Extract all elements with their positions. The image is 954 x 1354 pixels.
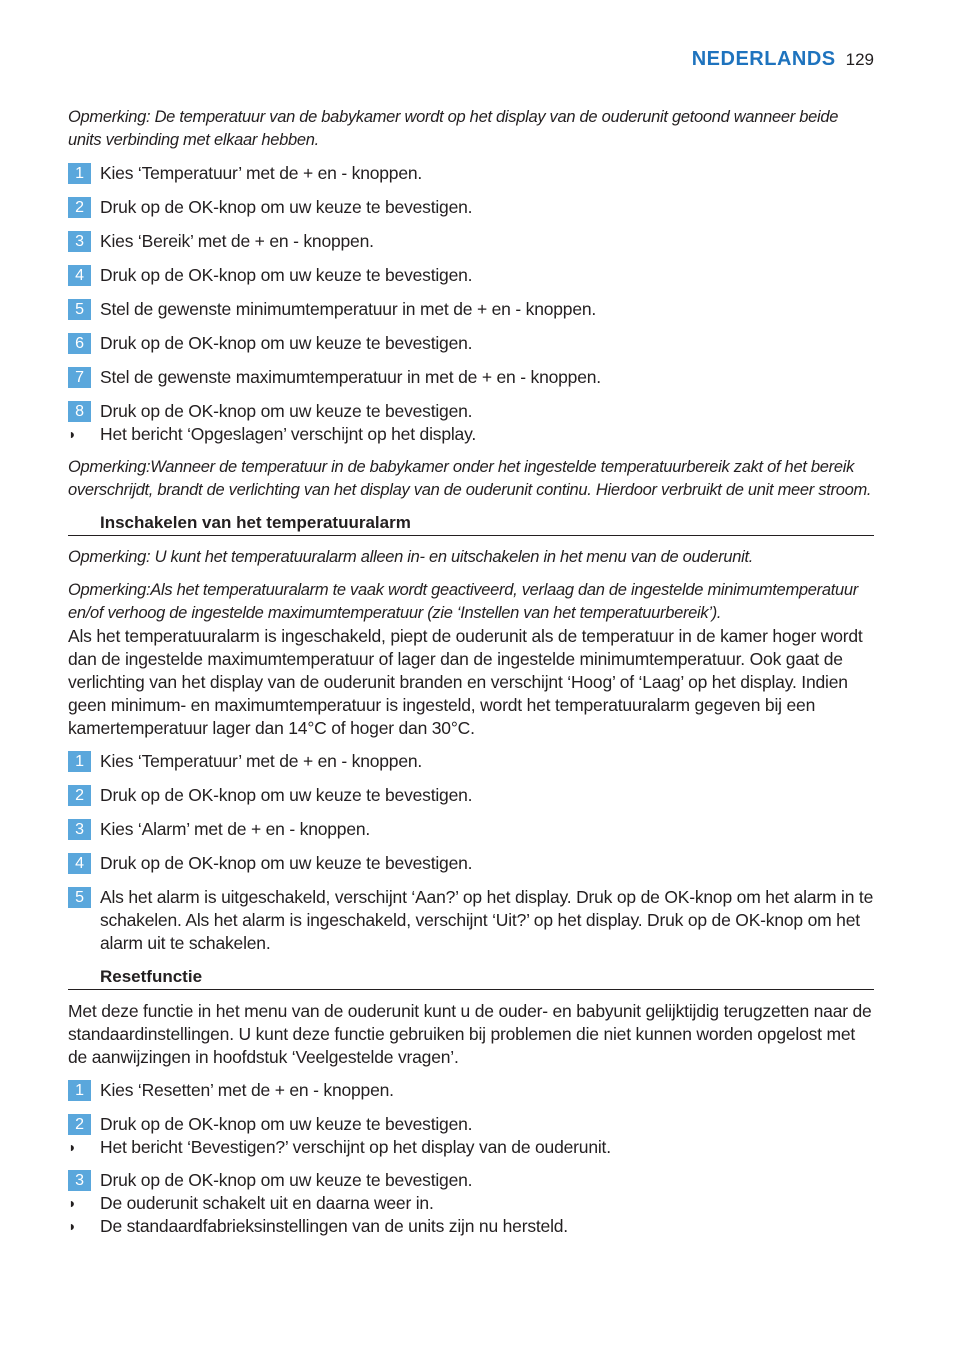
step-text: Stel de gewenste maximumtemperatuur in met de + en - knoppen.: [100, 367, 601, 387]
step-text: Kies ‘Bereik’ met de + en - knoppen.: [100, 231, 374, 251]
step-text: Druk op de OK-knop om uw keuze te bevestigen.: [100, 853, 473, 873]
step-item: [68, 332, 874, 355]
steps-temperature-alarm: [68, 750, 874, 955]
step-number: 8: [68, 401, 91, 422]
note-display-light: Opmerking:Wanneer de temperatuur in de babykamer onder het ingestelde temperatuurbereik zakt of het bereik overschrijdt, brandt de verlichting van het display van de ouderunit continu. Hierdoor verbruikt de unit meer stroom.: [68, 458, 872, 499]
step-item: [68, 264, 874, 287]
result-item: [68, 1192, 874, 1215]
step-item: [68, 196, 874, 219]
result-text: Het bericht ‘Opgeslagen’ verschijnt op het display.: [100, 424, 476, 444]
paragraph-alarm-description: Als het temperatuuralarm is ingeschakeld, piept de ouderunit als de temperatuur in de kamer hoger wordt dan de ingestelde maximumtemperatuur of lager dan de ingestelde minimumtemperatuur. Ook gaat de verlichting van het display van de ouderunit branden en verschijnt ‘Hoog’ of ‘Laag’ op het display. Indien geen minimum- en maximumtemperatuur is ingesteld, wordt het temperatuuralarm gegeven bij een kamertemperatuur lager dan 14°C of hoger dan 30°C.: [68, 626, 863, 738]
step-text: Druk op de OK-knop om uw keuze te bevestigen.: [100, 1170, 473, 1190]
language-label: NEDERLANDS: [691, 48, 836, 70]
step-number: 3: [68, 819, 91, 840]
result-text: De standaardfabrieksinstellingen van de units zijn nu hersteld.: [100, 1216, 568, 1236]
step-number: 5: [68, 887, 91, 908]
step-text: Kies ‘Alarm’ met de + en - knoppen.: [100, 819, 371, 839]
result-item: [68, 1136, 874, 1159]
section-heading-temperature-alarm: Inschakelen van het temperatuuralarm: [68, 512, 874, 536]
result-bullet-icon: ◗: [68, 1139, 77, 1155]
step-item: [68, 400, 874, 423]
step-item: [68, 1113, 874, 1136]
step-text: Kies ‘Temperatuur’ met de + en - knoppen.: [100, 163, 423, 183]
step-item: [68, 298, 874, 321]
steps-temperature-range: [68, 162, 874, 446]
step-item: [68, 1169, 874, 1192]
result-item: [68, 423, 874, 446]
result-bullet-icon: ◗: [68, 426, 77, 442]
step-item: [68, 818, 874, 841]
step-number: 2: [68, 1114, 91, 1135]
page-header: [692, 48, 874, 71]
step-item: [68, 1079, 874, 1102]
step-number: 2: [68, 197, 91, 218]
step-number: 7: [68, 367, 91, 388]
step-number: 2: [68, 785, 91, 806]
result-item: [68, 1215, 874, 1238]
step-text: Druk op de OK-knop om uw keuze te bevestigen.: [100, 1114, 473, 1134]
result-text: De ouderunit schakelt uit en daarna weer in.: [100, 1193, 434, 1213]
step-item: [68, 230, 874, 253]
page-number: 129: [845, 50, 874, 69]
paragraph-reset-description: Met deze functie in het menu van de ouderunit kunt u de ouder- en babyunit gelijktijdig terugzetten naar de standaardinstellingen. U kunt deze functie gebruiken bij problemen die niet kunnen worden opgelost met de aanwijzingen in hoofdstuk ‘Veelgestelde vragen’.: [68, 1001, 872, 1067]
note-alarm-frequency: Opmerking:Als het temperatuuralarm te vaak wordt geactiveerd, verlaag dan de ingestelde minimumtemperatuur en/of verhoog de ingestelde maximumtemperatuur (zie ‘Instellen van het temperatuurbereik’).: [68, 581, 858, 622]
note-temperature-display: Opmerking: De temperatuur van de babykamer wordt op het display van de ouderunit getoond wanneer beide units verbinding met elkaar hebben.: [68, 108, 839, 149]
page-content: [68, 106, 874, 1248]
section-heading-reset: Resetfunctie: [68, 966, 874, 990]
result-text: Het bericht ‘Bevestigen?’ verschijnt op het display van de ouderunit.: [100, 1137, 611, 1157]
step-number: 3: [68, 1170, 91, 1191]
step-item: [68, 750, 874, 773]
step-text: Druk op de OK-knop om uw keuze te bevestigen.: [100, 333, 473, 353]
step-number: 3: [68, 231, 91, 252]
step-text: Stel de gewenste minimumtemperatuur in met de + en - knoppen.: [100, 299, 597, 319]
step-number: 1: [68, 163, 91, 184]
step-number: 6: [68, 333, 91, 354]
result-bullet-icon: ◗: [68, 1195, 77, 1211]
step-number: 5: [68, 299, 91, 320]
step-text: Druk op de OK-knop om uw keuze te bevestigen.: [100, 401, 473, 421]
step-item: [68, 852, 874, 875]
step-text: Druk op de OK-knop om uw keuze te bevestigen.: [100, 197, 473, 217]
step-number: 4: [68, 265, 91, 286]
step-text: Als het alarm is uitgeschakeld, verschijnt ‘Aan?’ op het display. Druk op de OK-knop om het alarm in te schakelen. Als het alarm is ingeschakeld, verschijnt ‘Uit?’ op het display. Druk op de OK-knop om het alarm uit te schakelen.: [100, 887, 874, 953]
step-item: [68, 886, 874, 955]
step-item: [68, 162, 874, 185]
step-text: Kies ‘Resetten’ met de + en - knoppen.: [100, 1080, 394, 1100]
step-item: [68, 784, 874, 807]
step-number: 1: [68, 751, 91, 772]
note-alarm-menu: Opmerking: U kunt het temperatuuralarm alleen in- en uitschakelen in het menu van de ouderunit.: [68, 548, 754, 566]
step-text: Druk op de OK-knop om uw keuze te bevestigen.: [100, 785, 473, 805]
steps-reset: [68, 1079, 874, 1238]
step-text: Druk op de OK-knop om uw keuze te bevestigen.: [100, 265, 473, 285]
step-number: 4: [68, 853, 91, 874]
step-item: [68, 366, 874, 389]
step-text: Kies ‘Temperatuur’ met de + en - knoppen.: [100, 751, 423, 771]
result-bullet-icon: ◗: [68, 1218, 77, 1234]
step-number: 1: [68, 1080, 91, 1101]
